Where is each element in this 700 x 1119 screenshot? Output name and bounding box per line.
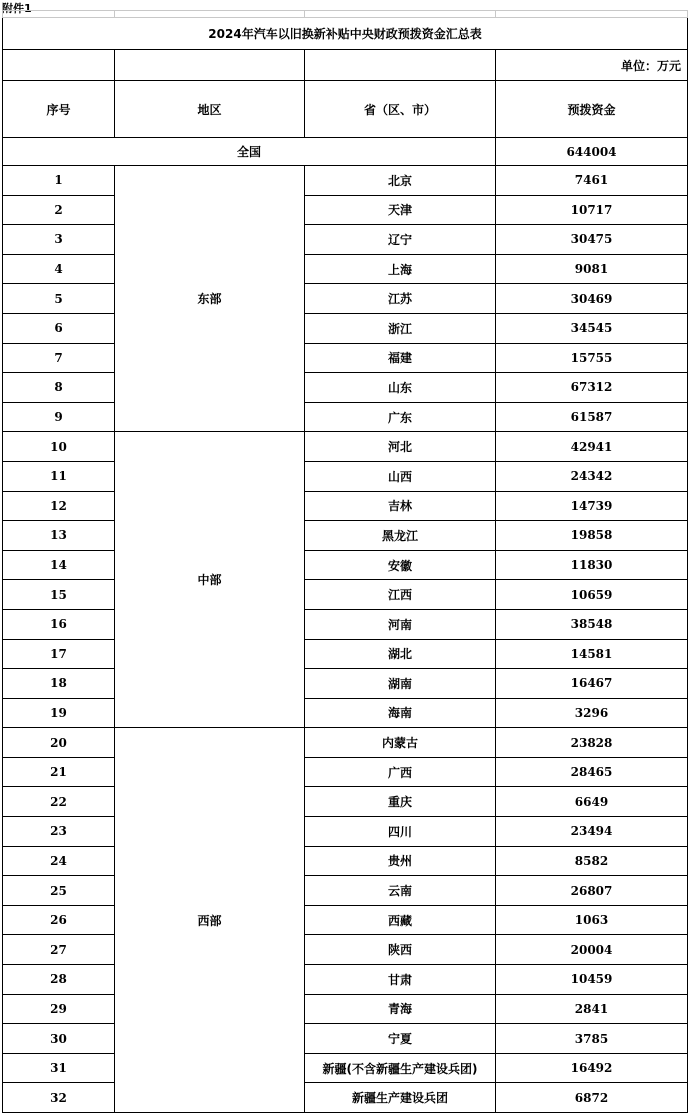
row-province: 吉林 <box>305 491 496 521</box>
row-province: 重庆 <box>305 787 496 817</box>
row-amount: 34545 <box>496 313 688 343</box>
attachment-label: 附件1 <box>2 2 32 15</box>
row-seq: 28 <box>3 965 115 995</box>
table-row <box>3 757 688 787</box>
row-amount: 10717 <box>496 195 688 225</box>
row-seq: 12 <box>3 491 115 521</box>
row-seq: 26 <box>3 905 115 935</box>
header-amount: 预拨资金 <box>496 81 688 138</box>
row-province: 新疆生产建设兵团 <box>305 1083 496 1113</box>
row-amount: 28465 <box>496 757 688 787</box>
table-row <box>3 698 688 728</box>
row-province: 新疆(不含新疆生产建设兵团) <box>305 1053 496 1083</box>
row-province: 河南 <box>305 609 496 639</box>
row-seq: 30 <box>3 1024 115 1054</box>
table-row <box>3 550 688 580</box>
row-amount: 9081 <box>496 254 688 284</box>
row-seq: 8 <box>3 373 115 403</box>
row-amount: 61587 <box>496 402 688 432</box>
table-title: 2024年汽车以旧换新补贴中央财政预拨资金汇总表 <box>3 18 688 50</box>
spacer-row <box>3 11 688 18</box>
row-province: 北京 <box>305 166 496 196</box>
table-row <box>3 432 688 462</box>
table-row <box>3 965 688 995</box>
header-province: 省（区、市） <box>305 81 496 138</box>
row-seq: 2 <box>3 195 115 225</box>
row-amount: 23828 <box>496 728 688 758</box>
row-amount: 19858 <box>496 521 688 551</box>
row-amount: 20004 <box>496 935 688 965</box>
row-province: 福建 <box>305 343 496 373</box>
row-province: 江西 <box>305 580 496 610</box>
table-row <box>3 402 688 432</box>
row-amount: 15755 <box>496 343 688 373</box>
row-seq: 21 <box>3 757 115 787</box>
row-province: 浙江 <box>305 313 496 343</box>
row-seq: 31 <box>3 1053 115 1083</box>
row-amount: 2841 <box>496 994 688 1024</box>
row-province: 青海 <box>305 994 496 1024</box>
row-seq: 1 <box>3 166 115 196</box>
row-province: 山东 <box>305 373 496 403</box>
table-row <box>3 343 688 373</box>
row-seq: 6 <box>3 313 115 343</box>
unit-row <box>3 50 688 81</box>
row-province: 西藏 <box>305 905 496 935</box>
row-province: 四川 <box>305 817 496 847</box>
row-amount: 16467 <box>496 669 688 699</box>
row-amount: 10459 <box>496 965 688 995</box>
row-province: 广东 <box>305 402 496 432</box>
row-province: 贵州 <box>305 846 496 876</box>
table-row <box>3 491 688 521</box>
region-name: 中部 <box>115 432 305 728</box>
row-seq: 11 <box>3 461 115 491</box>
row-amount: 14581 <box>496 639 688 669</box>
table-row <box>3 669 688 699</box>
row-province: 陕西 <box>305 935 496 965</box>
table-row <box>3 609 688 639</box>
table-row <box>3 639 688 669</box>
row-amount: 1063 <box>496 905 688 935</box>
table-row <box>3 373 688 403</box>
row-province: 广西 <box>305 757 496 787</box>
table-row <box>3 817 688 847</box>
table-row <box>3 313 688 343</box>
row-seq: 5 <box>3 284 115 314</box>
row-seq: 17 <box>3 639 115 669</box>
row-seq: 25 <box>3 876 115 906</box>
row-seq: 10 <box>3 432 115 462</box>
title-row <box>3 18 688 50</box>
row-amount: 7461 <box>496 166 688 196</box>
total-amount: 644004 <box>496 138 688 166</box>
table-row <box>3 787 688 817</box>
row-amount: 3785 <box>496 1024 688 1054</box>
unit-label: 单位：万元 <box>496 50 688 81</box>
table-row <box>3 846 688 876</box>
table-row <box>3 1083 688 1113</box>
table-row <box>3 1024 688 1054</box>
row-seq: 20 <box>3 728 115 758</box>
row-province: 河北 <box>305 432 496 462</box>
table-row <box>3 461 688 491</box>
row-seq: 23 <box>3 817 115 847</box>
row-province: 上海 <box>305 254 496 284</box>
row-province: 宁夏 <box>305 1024 496 1054</box>
table-row <box>3 166 688 196</box>
row-seq: 29 <box>3 994 115 1024</box>
row-province: 山西 <box>305 461 496 491</box>
table-row <box>3 728 688 758</box>
row-seq: 27 <box>3 935 115 965</box>
row-amount: 11830 <box>496 550 688 580</box>
row-amount: 3296 <box>496 698 688 728</box>
table-row <box>3 905 688 935</box>
region-name: 东部 <box>115 166 305 432</box>
table-row <box>3 935 688 965</box>
row-amount: 30469 <box>496 284 688 314</box>
row-seq: 4 <box>3 254 115 284</box>
row-province: 江苏 <box>305 284 496 314</box>
row-seq: 18 <box>3 669 115 699</box>
row-amount: 6872 <box>496 1083 688 1113</box>
table-row <box>3 284 688 314</box>
row-province: 黑龙江 <box>305 521 496 551</box>
region-name: 西部 <box>115 728 305 1113</box>
table-row <box>3 521 688 551</box>
table-row <box>3 580 688 610</box>
header-region: 地区 <box>115 81 305 138</box>
table-row <box>3 254 688 284</box>
row-province: 海南 <box>305 698 496 728</box>
total-label: 全国 <box>3 138 496 166</box>
row-seq: 15 <box>3 580 115 610</box>
row-amount: 23494 <box>496 817 688 847</box>
row-amount: 14739 <box>496 491 688 521</box>
table-row <box>3 195 688 225</box>
table-row <box>3 876 688 906</box>
row-seq: 16 <box>3 609 115 639</box>
row-seq: 22 <box>3 787 115 817</box>
row-province: 安徽 <box>305 550 496 580</box>
row-seq: 9 <box>3 402 115 432</box>
row-amount: 10659 <box>496 580 688 610</box>
header-seq: 序号 <box>3 81 115 138</box>
row-amount: 38548 <box>496 609 688 639</box>
row-seq: 13 <box>3 521 115 551</box>
row-province: 天津 <box>305 195 496 225</box>
row-amount: 24342 <box>496 461 688 491</box>
header-row <box>3 81 688 138</box>
row-amount: 67312 <box>496 373 688 403</box>
table-row <box>3 994 688 1024</box>
row-amount: 8582 <box>496 846 688 876</box>
row-seq: 14 <box>3 550 115 580</box>
table-row <box>3 225 688 255</box>
row-amount: 30475 <box>496 225 688 255</box>
row-province: 甘肃 <box>305 965 496 995</box>
row-seq: 7 <box>3 343 115 373</box>
row-amount: 26807 <box>496 876 688 906</box>
table-row <box>3 1053 688 1083</box>
row-seq: 32 <box>3 1083 115 1113</box>
row-seq: 3 <box>3 225 115 255</box>
row-province: 湖北 <box>305 639 496 669</box>
row-amount: 16492 <box>496 1053 688 1083</box>
row-amount: 6649 <box>496 787 688 817</box>
row-seq: 19 <box>3 698 115 728</box>
total-row <box>3 138 688 166</box>
row-province: 湖南 <box>305 669 496 699</box>
row-province: 辽宁 <box>305 225 496 255</box>
funding-summary-table <box>2 10 688 1113</box>
row-province: 内蒙古 <box>305 728 496 758</box>
row-province: 云南 <box>305 876 496 906</box>
row-seq: 24 <box>3 846 115 876</box>
row-amount: 42941 <box>496 432 688 462</box>
